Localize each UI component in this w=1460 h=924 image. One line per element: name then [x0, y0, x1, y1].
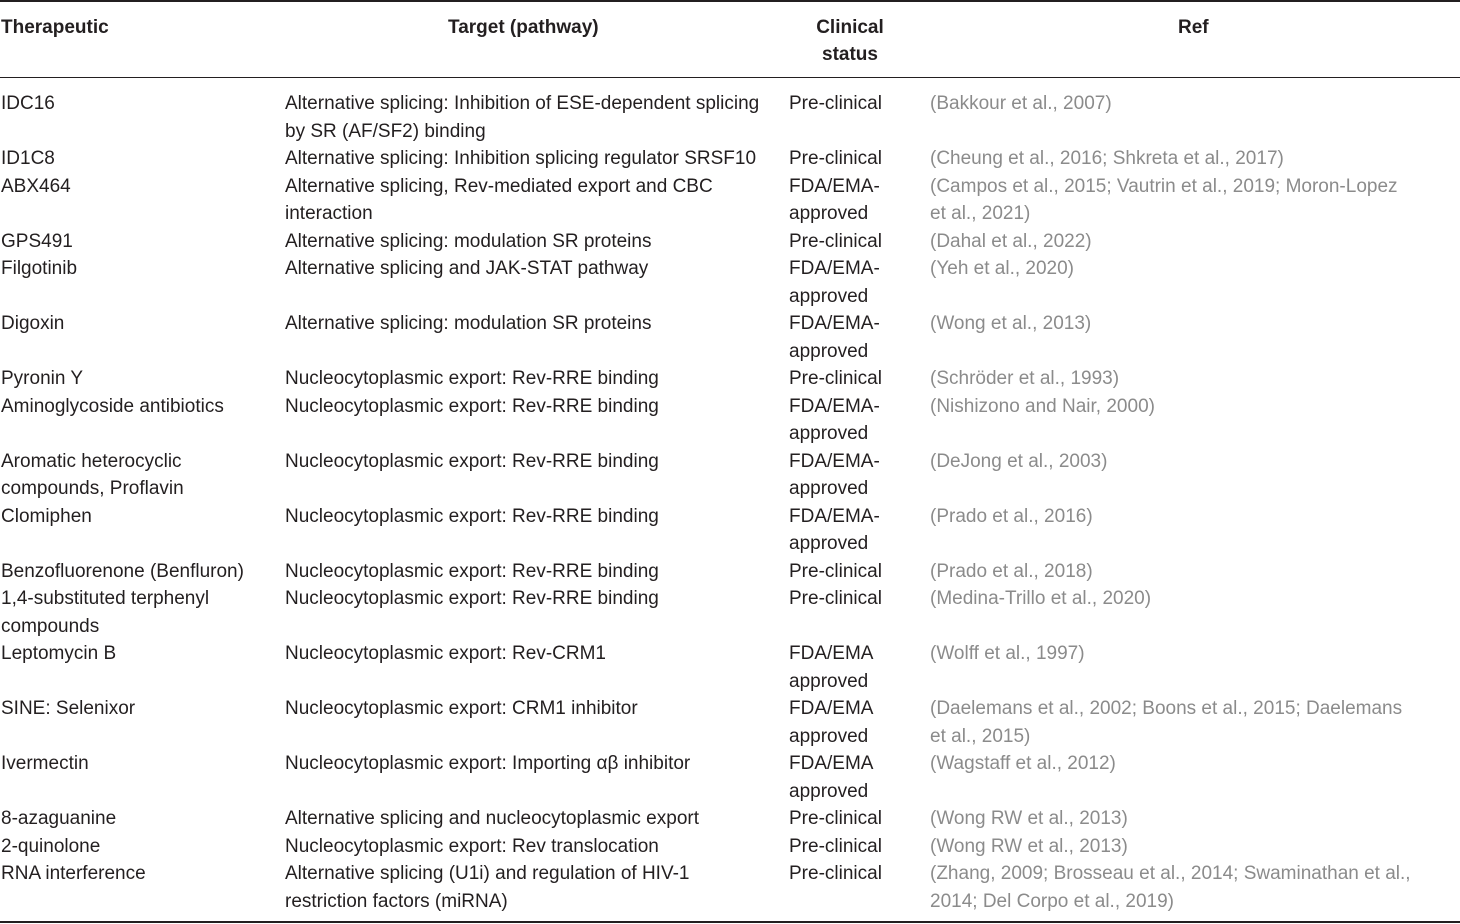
target-cell	[285, 585, 789, 640]
table-row	[0, 558, 1460, 586]
status-cell	[789, 448, 930, 503]
ref-cell	[930, 503, 1430, 558]
target-cell-line: Nucleocytoplasmic export: CRM1 inhibitor	[285, 698, 638, 719]
status-cell-line: approved	[789, 285, 869, 307]
therapeutic-cell-line: GPS491	[1, 230, 73, 252]
status-cell-line: approved	[789, 203, 869, 224]
ref-cell	[930, 173, 1430, 228]
table-row	[0, 310, 1460, 365]
therapeutic-cell	[0, 805, 285, 833]
status-cell	[789, 173, 930, 228]
target-cell-line: interaction	[285, 203, 373, 224]
ref-cell-line: (Wong et al., 2013)	[930, 313, 1092, 334]
therapeutic-cell-line: compounds	[1, 615, 100, 637]
target-cell	[285, 448, 789, 503]
target-cell-line: restriction factors (miRNA)	[285, 890, 508, 912]
table-row	[0, 145, 1460, 173]
target-cell	[285, 393, 789, 448]
status-cell-line: Pre-clinical	[789, 230, 882, 252]
status-cell	[789, 310, 930, 365]
status-cell-line: approved	[789, 478, 869, 499]
ref-cell-line: (Yeh et al., 2020)	[930, 258, 1075, 279]
therapeutic-cell-line: Digoxin	[1, 313, 65, 334]
status-cell	[789, 255, 930, 310]
table-row	[0, 585, 1460, 640]
target-cell-line: Alternative splicing: modulation SR proteins	[285, 230, 652, 252]
therapeutic-cell	[0, 228, 285, 256]
status-cell-line: FDA/EMA	[789, 698, 874, 719]
status-cell	[789, 393, 930, 448]
target-cell	[285, 173, 789, 228]
therapeutic-cell-line: Aromatic heterocyclic	[1, 450, 182, 472]
target-cell-line: Alternative splicing: modulation SR proteins	[285, 313, 652, 334]
table-row	[0, 393, 1460, 448]
therapeutic-cell	[0, 558, 285, 586]
status-cell-line: Pre-clinical	[789, 560, 882, 582]
therapeutic-cell	[0, 503, 285, 558]
therapeutic-cell	[0, 90, 285, 145]
status-cell-line: Pre-clinical	[789, 588, 882, 609]
therapeutic-cell-line: ABX464	[1, 175, 71, 197]
target-cell-line: Nucleocytoplasmic export: Rev-RRE binding	[285, 588, 659, 609]
status-cell-line: FDA/EMA-	[789, 450, 880, 472]
ref-cell	[930, 805, 1430, 833]
status-cell	[789, 585, 930, 640]
status-cell-line: FDA/EMA	[789, 753, 874, 774]
ref-cell-line: (Medina-Trillo et al., 2020)	[930, 588, 1152, 609]
status-cell	[789, 365, 930, 393]
target-cell	[285, 640, 789, 695]
therapeutic-cell-line: SINE: Selenixor	[1, 698, 136, 719]
therapeutic-cell	[0, 448, 285, 503]
status-cell-line: approved	[789, 670, 869, 692]
ref-cell-line: 2014; Del Corpo et al., 2019)	[930, 890, 1174, 912]
target-cell	[285, 860, 789, 915]
target-cell-line: Nucleocytoplasmic export: Rev-RRE binding	[285, 368, 659, 389]
status-cell-line: Pre-clinical	[789, 835, 882, 857]
table-row	[0, 173, 1460, 228]
ref-cell	[930, 90, 1430, 145]
therapeutic-cell	[0, 173, 285, 228]
target-cell-line: Nucleocytoplasmic export: Rev translocation	[285, 835, 659, 857]
status-cell-line: Pre-clinical	[789, 808, 882, 829]
status-cell-line: Pre-clinical	[789, 863, 882, 884]
table-row	[0, 860, 1460, 915]
ref-cell-line: (Dahal et al., 2022)	[930, 230, 1092, 252]
ref-cell-line: (Nishizono and Nair, 2000)	[930, 395, 1155, 417]
target-cell-line: Alternative splicing and JAK-STAT pathway	[285, 258, 649, 279]
therapeutic-cell	[0, 860, 285, 915]
ref-cell	[930, 228, 1430, 256]
status-cell	[789, 558, 930, 586]
table-top-rule	[0, 0, 1460, 2]
status-cell-line: FDA/EMA-	[789, 313, 880, 334]
table-row	[0, 228, 1460, 256]
therapeutic-cell-line: 1,4-substituted terphenyl	[1, 588, 210, 609]
target-cell	[285, 805, 789, 833]
target-cell-line: Nucleocytoplasmic export: Rev-RRE binding	[285, 505, 659, 527]
table-row	[0, 640, 1460, 695]
therapeutic-cell-line: IDC16	[1, 93, 55, 114]
therapeutic-cell	[0, 255, 285, 310]
ref-cell-line: (Cheung et al., 2016; Shkreta et al., 2017)	[930, 148, 1284, 169]
ref-cell	[930, 640, 1430, 695]
table-row	[0, 503, 1460, 558]
status-cell	[789, 145, 930, 173]
therapeutic-cell-line: 8-azaguanine	[1, 808, 117, 829]
target-cell-line: Nucleocytoplasmic export: Rev-RRE binding	[285, 395, 659, 417]
therapeutic-cell-line: Ivermectin	[1, 753, 89, 774]
target-cell	[285, 833, 789, 861]
target-cell	[285, 255, 789, 310]
target-cell-line: Alternative splicing: Inhibition of ESE-dependent splicing	[285, 93, 760, 114]
therapeutic-cell-line: Leptomycin B	[1, 643, 117, 664]
ref-cell	[930, 860, 1430, 915]
status-cell-line: Pre-clinical	[789, 368, 882, 389]
therapeutic-cell-line: ID1C8	[1, 148, 55, 169]
table-row	[0, 805, 1460, 833]
target-cell	[285, 90, 789, 145]
status-cell	[789, 503, 930, 558]
table-bottom-rule	[0, 921, 1460, 923]
target-cell-line: Nucleocytoplasmic export: Importing αβ inhibitor	[285, 753, 691, 774]
target-cell	[285, 750, 789, 805]
ref-cell	[930, 448, 1430, 503]
target-cell-line: Nucleocytoplasmic export: Rev-RRE binding	[285, 450, 659, 472]
status-cell	[789, 640, 930, 695]
ref-cell	[930, 310, 1430, 365]
therapeutic-cell	[0, 310, 285, 365]
ref-cell-line: (Schröder et al., 1993)	[930, 368, 1120, 389]
table-row	[0, 365, 1460, 393]
status-cell-line: FDA/EMA-	[789, 175, 880, 197]
status-cell	[789, 833, 930, 861]
header-target: Target (pathway)	[448, 17, 599, 38]
status-cell-line: Pre-clinical	[789, 148, 882, 169]
ref-cell	[930, 585, 1430, 640]
status-cell	[789, 90, 930, 145]
therapeutic-cell-line: Filgotinib	[1, 258, 78, 279]
target-cell-line: by SR (AF/SF2) binding	[285, 120, 486, 142]
header-ref: Ref	[1178, 17, 1209, 38]
table-row	[0, 255, 1460, 310]
ref-cell-line: (Wong RW et al., 2013)	[930, 835, 1128, 857]
header-status-line2: status	[822, 44, 878, 65]
status-cell-line: approved	[789, 533, 869, 554]
ref-cell-line: (Daelemans et al., 2002; Boons et al., 2015; Daelemans	[930, 698, 1403, 719]
status-cell-line: FDA/EMA-	[789, 395, 880, 417]
ref-cell-line: (Wagstaff et al., 2012)	[930, 753, 1116, 774]
therapeutic-cell-line: Clomiphen	[1, 505, 92, 527]
ref-cell	[930, 365, 1430, 393]
therapeutic-cell	[0, 145, 285, 173]
target-cell	[285, 695, 789, 750]
therapeutic-cell-line: Pyronin Y	[1, 368, 84, 389]
therapeutic-cell	[0, 750, 285, 805]
target-cell	[285, 365, 789, 393]
header-therapeutic: Therapeutic	[1, 17, 109, 38]
status-cell-line: FDA/EMA	[789, 643, 874, 664]
ref-cell-line: (Prado et al., 2018)	[930, 560, 1093, 582]
target-cell-line: Alternative splicing: Inhibition splicing regulator SRSF10	[285, 148, 757, 169]
ref-cell	[930, 393, 1430, 448]
ref-cell-line: (Zhang, 2009; Brosseau et al., 2014; Swaminathan et al.,	[930, 863, 1411, 884]
target-cell	[285, 558, 789, 586]
target-cell	[285, 228, 789, 256]
table-row	[0, 448, 1460, 503]
ref-cell-line: (Bakkour et al., 2007)	[930, 93, 1112, 114]
ref-cell-line: (Prado et al., 2016)	[930, 505, 1093, 527]
therapeutic-cell-line: Benzofluorenone (Benfluron)	[1, 560, 244, 582]
status-cell-line: FDA/EMA-	[789, 505, 880, 527]
table-row	[0, 750, 1460, 805]
table-row	[0, 90, 1460, 145]
target-cell	[285, 503, 789, 558]
ref-cell	[930, 750, 1430, 805]
therapeutic-cell	[0, 833, 285, 861]
status-cell	[789, 228, 930, 256]
ref-cell-line: (Wolff et al., 1997)	[930, 643, 1085, 664]
status-cell-line: Pre-clinical	[789, 93, 882, 114]
ref-cell	[930, 145, 1430, 173]
ref-cell-line: (Wong RW et al., 2013)	[930, 808, 1128, 829]
target-cell	[285, 145, 789, 173]
therapeutic-cell-line: 2-quinolone	[1, 835, 101, 857]
ref-cell	[930, 255, 1430, 310]
therapeutic-cell	[0, 695, 285, 750]
table-body	[0, 90, 1460, 915]
target-cell-line: Alternative splicing, Rev-mediated export and CBC	[285, 175, 713, 197]
target-cell-line: Alternative splicing (U1i) and regulation of HIV-1	[285, 863, 690, 884]
table-row	[0, 833, 1460, 861]
header-status-line1: Clinical	[816, 17, 884, 38]
ref-cell	[930, 833, 1430, 861]
status-cell-line: approved	[789, 340, 869, 362]
therapeutic-cell-line: Aminoglycoside antibiotics	[1, 395, 224, 417]
ref-cell	[930, 695, 1430, 750]
status-cell-line: approved	[789, 780, 869, 802]
therapeutic-cell-line: RNA interference	[1, 863, 146, 884]
ref-cell-line: (Campos et al., 2015; Vautrin et al., 2019; Moron-Lopez	[930, 175, 1398, 197]
therapeutic-cell	[0, 365, 285, 393]
target-cell	[285, 310, 789, 365]
status-cell	[789, 860, 930, 915]
status-cell-line: approved	[789, 423, 869, 444]
header-clinical-status	[808, 14, 892, 68]
ref-cell-line: et al., 2021)	[930, 203, 1031, 224]
therapeutic-cell	[0, 640, 285, 695]
target-cell-line: Nucleocytoplasmic export: Rev-CRM1	[285, 643, 606, 664]
therapeutic-cell	[0, 585, 285, 640]
target-cell-line: Alternative splicing and nucleocytoplasmic export	[285, 808, 699, 829]
ref-cell-line: et al., 2015)	[930, 725, 1031, 747]
header-rule	[0, 77, 1460, 78]
ref-cell-line: (DeJong et al., 2003)	[930, 450, 1108, 472]
status-cell-line: FDA/EMA-	[789, 258, 880, 279]
status-cell	[789, 750, 930, 805]
target-cell-line: Nucleocytoplasmic export: Rev-RRE binding	[285, 560, 659, 582]
status-cell-line: approved	[789, 725, 869, 747]
ref-cell	[930, 558, 1430, 586]
therapeutic-cell	[0, 393, 285, 448]
status-cell	[789, 695, 930, 750]
therapeutic-cell-line: compounds, Proflavin	[1, 478, 184, 499]
status-cell	[789, 805, 930, 833]
table-row	[0, 695, 1460, 750]
